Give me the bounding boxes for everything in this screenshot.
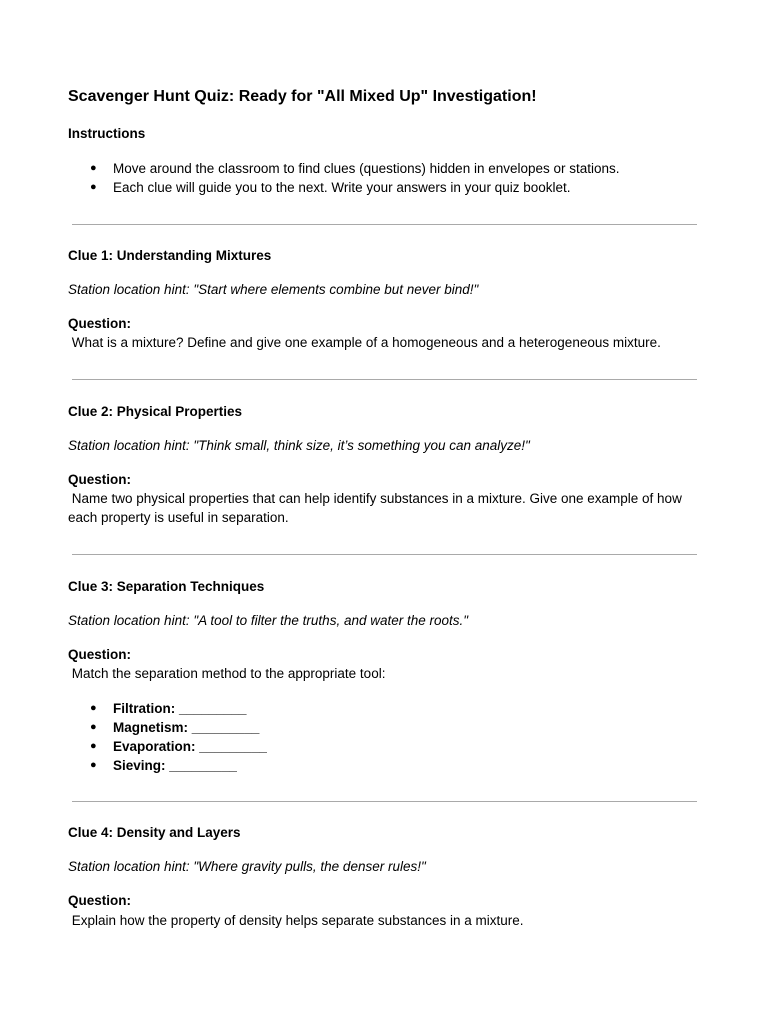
clue-1-heading: Clue 1: Understanding Mixtures <box>68 248 272 263</box>
bullet-icon: ● <box>90 740 97 752</box>
bullet-icon: ● <box>90 721 97 733</box>
clue-2-hint: Station location hint: "Think small, think size, it’s something you can analyze!" <box>68 438 530 453</box>
bullet-icon: ● <box>90 181 97 193</box>
clue-4-hint: Station location hint: "Where gravity pulls, the denser rules!" <box>68 859 426 874</box>
clue-1-hint: Station location hint: "Start where elements combine but never bind!" <box>68 282 479 297</box>
clue-3-heading: Clue 3: Separation Techniques <box>68 579 265 594</box>
clue-2-question-label: Question: <box>68 472 131 487</box>
list-item: ● Evaporation: _________ <box>90 739 267 754</box>
list-item: ● Magnetism: _________ <box>90 720 260 735</box>
list-item: ● Sieving: _________ <box>90 758 237 773</box>
clue-2-question-line-1: Name two physical properties that can help identify substances in a mixture. Give one example of how <box>68 491 682 506</box>
list-item: ● Move around the classroom to find clues (questions) hidden in envelopes or stations. <box>90 161 620 176</box>
bullet-icon: ● <box>90 162 97 174</box>
divider <box>72 224 697 225</box>
clue-1-question-label: Question: <box>68 316 131 331</box>
instructions-heading: Instructions <box>68 126 146 141</box>
separation-methods-list <box>68 699 267 775</box>
clue-4-heading: Clue 4: Density and Layers <box>68 825 241 840</box>
list-item: ● Filtration: _________ <box>90 701 247 716</box>
clue-4-question-label: Question: <box>68 893 131 908</box>
clue-4-question: Explain how the property of density helps separate substances in a mixture. <box>68 913 524 928</box>
clue-2-question-line-2: each property is useful in separation. <box>68 510 289 525</box>
divider <box>72 801 697 802</box>
page-title: Scavenger Hunt Quiz: Ready for "All Mixed Up" Investigation! <box>68 88 537 105</box>
clue-3-hint: Station location hint: "A tool to filter the truths, and water the roots." <box>68 613 469 628</box>
bullet-icon: ● <box>90 702 97 714</box>
divider <box>72 379 697 380</box>
clue-3-question-label: Question: <box>68 647 131 662</box>
bullet-icon: ● <box>90 759 97 771</box>
list-item: ● Each clue will guide you to the next. Write your answers in your quiz booklet. <box>90 180 571 195</box>
clue-3-question: Match the separation method to the appropriate tool: <box>68 666 386 681</box>
clue-1-question: What is a mixture? Define and give one example of a homogeneous and a heterogeneous mixture. <box>68 335 661 350</box>
divider <box>72 554 697 555</box>
instructions-list <box>68 159 620 197</box>
clue-2-heading: Clue 2: Physical Properties <box>68 404 243 419</box>
